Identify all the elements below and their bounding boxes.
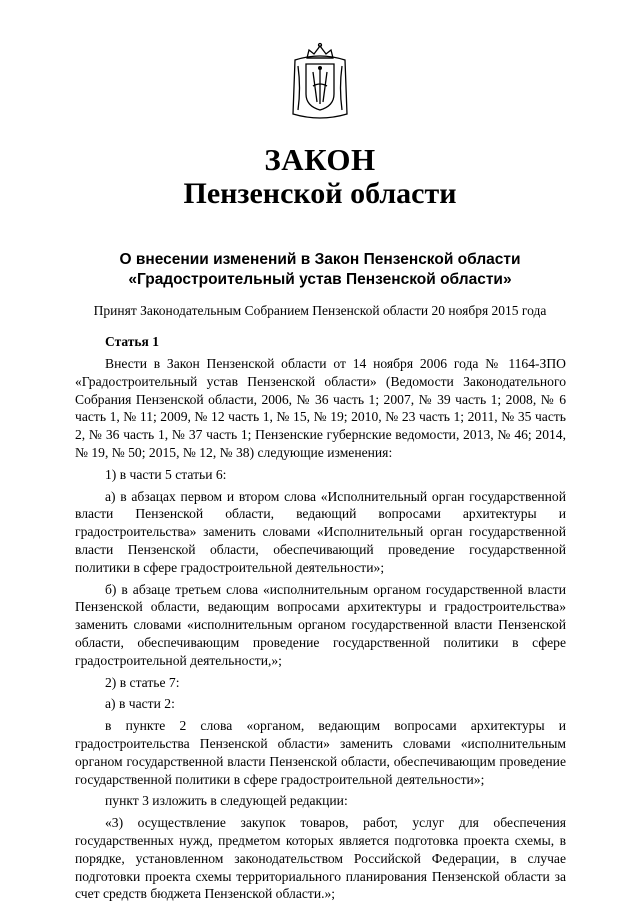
- penza-coat-of-arms-icon: [289, 42, 351, 122]
- document-title: ЗАКОН: [264, 142, 376, 177]
- article-paragraph: 2) в статье 7:: [105, 674, 180, 690]
- article-paragraph: а) в абзацах первом и втором слова «Исполнительный орган государственной власти Пензенской области, ведающий вопросами архитектуры и градостроительства» заменить словами «Исполнительный орган государственной власти Пензенской области, обеспечивающий проведение государственной политики в сфере градостроительной деятельности»;: [75, 488, 566, 575]
- article-paragraph: Внести в Закон Пензенской области от 14 ноября 2006 года № 1164-ЗПО «Градостроительный устав Пензенской области» (Ведомости Законодательного Собрания Пензенской области, 2006, № 36 часть 1; 2007, № 39 часть 1; 2008, № 6 часть 1, № 11; 2009, № 12 часть 1, № 15, № 19; 2010, № 23 часть 1; 2011, № 35 часть 2, № 36 часть 1, № 37 часть 1; Пензенские губернские ведомости, 2013, № 46; 2014, № 19, № 50; 2015, № 12, № 38) следующие изменения:: [75, 356, 566, 460]
- article-paragraph: «3) осуществление закупок товаров, работ, услуг для обеспечения государственных нужд, предметом которых является подготовка проекта схемы, в порядке, установленном законодательством Российской Федерации, в случае подготовки проекта схемы территориального планирования Пензенской области за счет средств бюджета Пензенской области.»;: [75, 815, 566, 902]
- law-subject: [60, 250, 580, 290]
- article-heading: Статья 1: [105, 334, 159, 349]
- article-paragraph: 1) в части 5 статьи 6:: [105, 466, 227, 482]
- article-body: [75, 355, 566, 903]
- law-subject-line: «Градостроительный устав Пензенской области»: [128, 271, 512, 288]
- adoption-note: Принят Законодательным Собранием Пензенской области 20 ноября 2015 года: [93, 303, 547, 318]
- article-paragraph: пункт 3 изложить в следующей редакции:: [105, 793, 348, 809]
- document-subtitle: Пензенской области: [183, 177, 457, 210]
- article-paragraph: в пункте 2 слова «органом, ведающим вопросами архитектуры и градостроительства Пензенской области» заменить словами «исполнительным органом государственной власти Пензенской области, обеспечивающим проведение государственной политики в сфере градостроительной деятельности»;: [75, 718, 566, 787]
- article-paragraph: б) в абзаце третьем слова «исполнительным органом государственной власти Пензенской области, ведающим вопросами архитектуры и градостроительства» заменить словами «исполнительным органом государственной власти Пензенской области, обеспечивающим проведение государственной политики в сфере градостроительной деятельности,»;: [75, 581, 566, 668]
- article-paragraph: а) в части 2:: [105, 696, 175, 712]
- law-subject-line: О внесении изменений в Закон Пензенской области: [119, 251, 521, 268]
